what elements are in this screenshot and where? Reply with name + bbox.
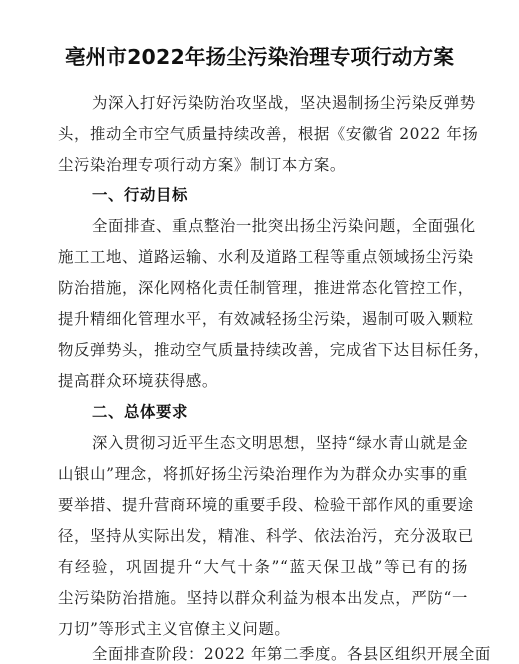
intro-line-3: 尘污染治理专项行动方案》制订本方案。 [58, 156, 346, 174]
intro-line-2: 头，推动全市空气质量持续改善，根据《安徽省 2022 年扬 [58, 125, 479, 143]
next-paragraph-line: 全面排查阶段：2022 年第二季度。各县区组织开展全面 [92, 645, 491, 663]
section-heading-goals: 一、行动目标 [92, 186, 188, 204]
section2-line-1: 深入贯彻习近平生态文明思想，坚持“绿水青山就是金 [92, 434, 469, 452]
section2-line-3: 要举措、提升营商环境的重要手段、检验干部作风的重要途 [58, 496, 474, 514]
section2-line-2: 山银山”理念，将抓好扬尘污染治理作为为群众办实事的重 [58, 465, 468, 483]
section1-line-3: 防治措施，深化网格化责任制管理，推进常态化管控工作， [58, 279, 474, 297]
section2-line-4: 径，坚持从实际出发，精准、科学、依法治污，充分汲取已 [58, 527, 474, 545]
section2-line-7: 刀切”等形式主义官僚主义问题。 [58, 620, 291, 638]
section1-line-5: 物反弹势头，推动空气质量持续改善，完成省下达目标任务， [58, 341, 490, 359]
section1-line-4: 提升精细化管理水平，有效减轻扬尘污染，遏制可吸入颗粒 [58, 310, 474, 328]
intro-line-1: 为深入打好污染防治攻坚战，坚决遏制扬尘污染反弹势 [92, 94, 476, 112]
section1-line-6: 提高群众环境获得感。 [58, 372, 218, 390]
section1-line-1: 全面排查、重点整治一批突出扬尘污染问题，全面强化 [92, 217, 476, 235]
section-heading-requirements: 二、总体要求 [92, 403, 188, 421]
document-title: 亳州市2022年扬尘污染治理专项行动方案 [64, 45, 455, 69]
section1-line-2: 施工工地、道路运输、水利及道路工程等重点领域扬尘污染 [58, 248, 474, 266]
section2-line-6: 尘污染防治措施。坚持以群众利益为根本出发点，严防“一 [58, 589, 468, 607]
section2-line-5: 有经验，巩固提升“大气十条”“蓝天保卫战”等已有的扬 [58, 558, 468, 576]
